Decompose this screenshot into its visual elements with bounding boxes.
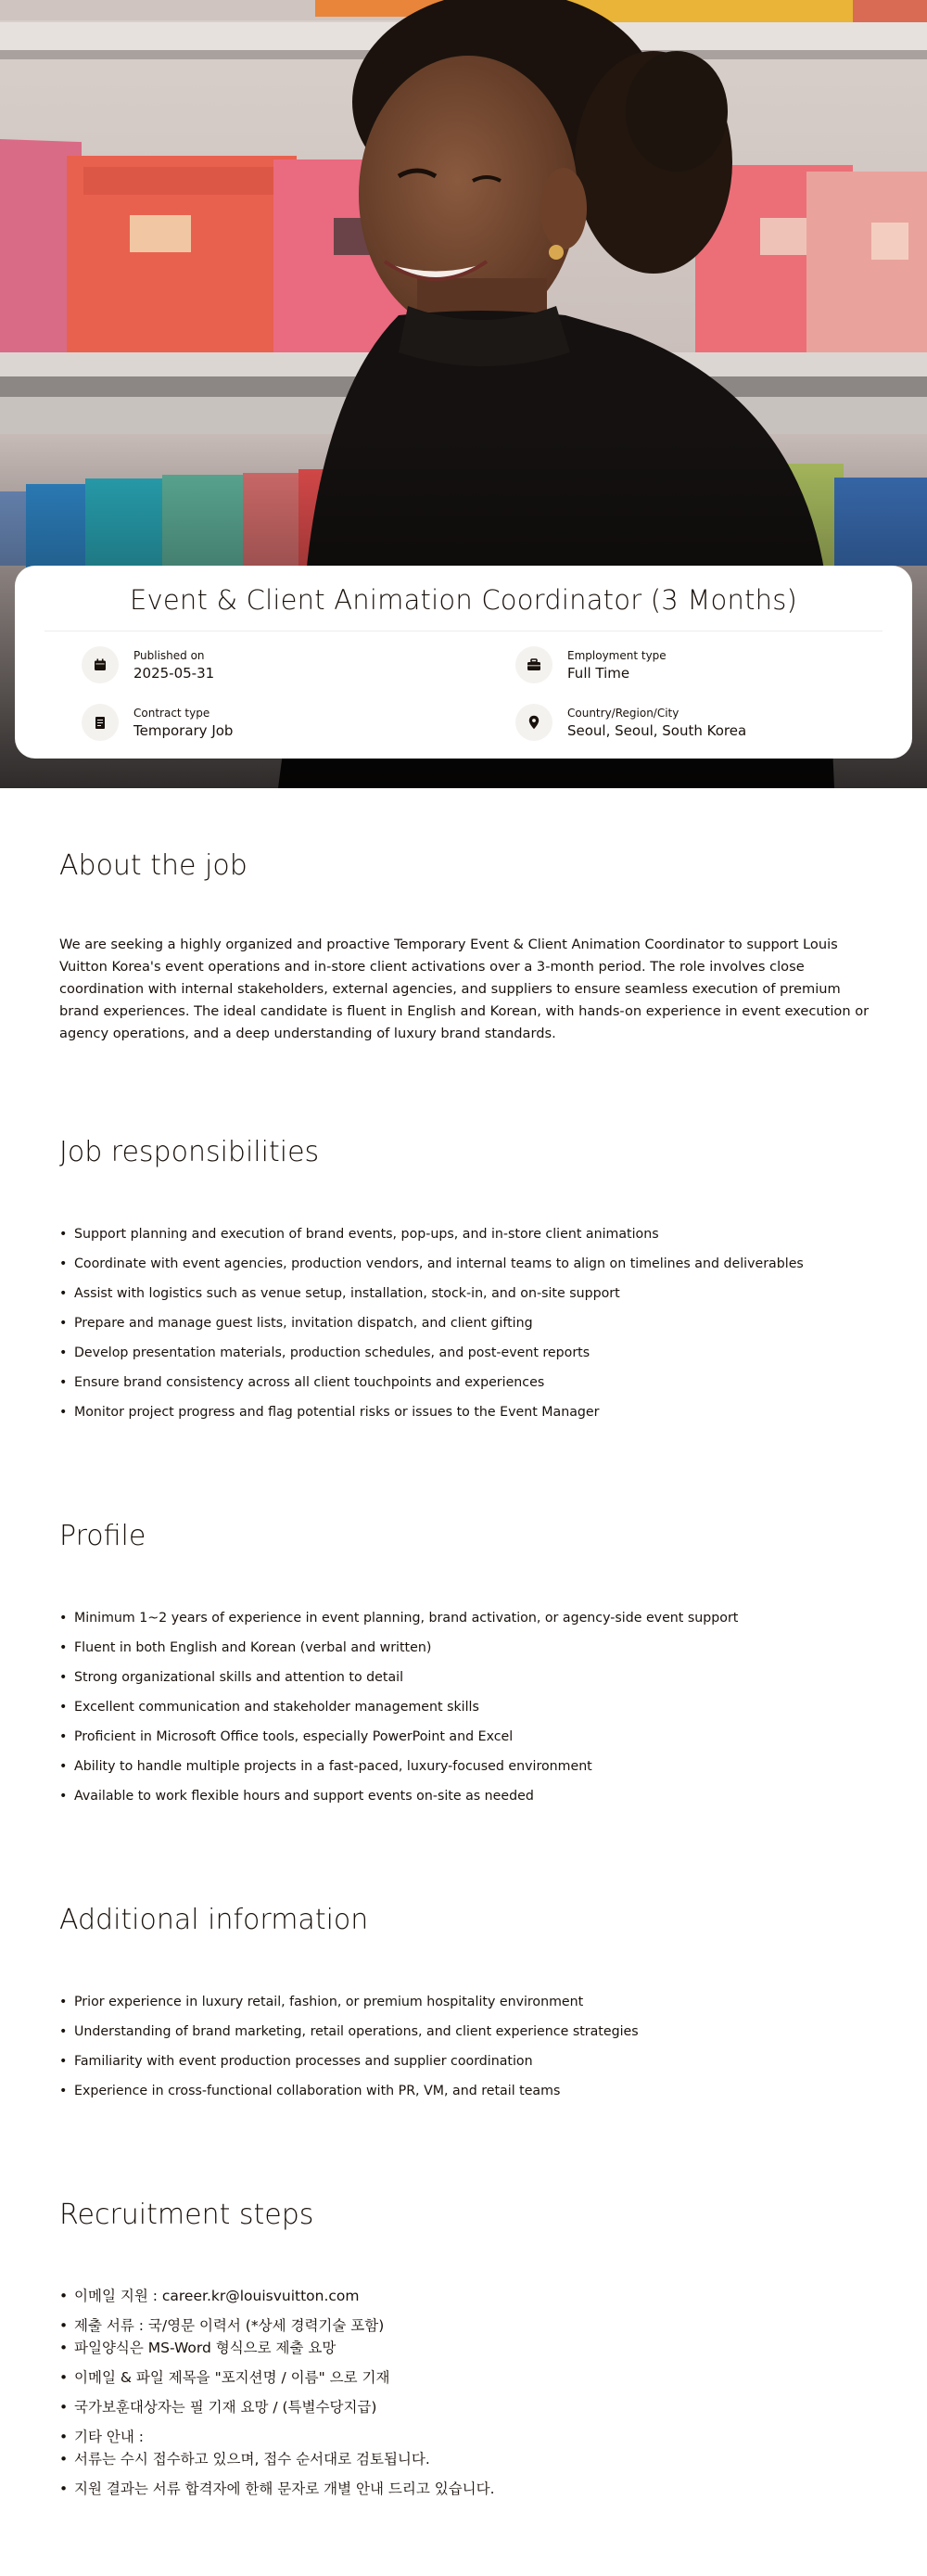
about-description: We are seeking a highly organized and proactive Temporary Event & Client Animation Coordinator to support Louis Vuitton Korea's event operations and in-store client activations over a 3-month period. The role involves close coordination with internal stakeholders, external agencies, and suppliers to ensure seamless execution of premium brand experiences. The ideal candidate is fluent in English and Korean, with hands-on experience in event execution or agency operations, and a deep understanding of luxury brand standards. [59, 937, 870, 1041]
section-title: Profile [59, 1520, 146, 1552]
list-item: • Fluent in both English and Korean (verbal and written) [59, 1640, 432, 1655]
list-item: • Coordinate with event agencies, production vendors, and internal teams to align on timelines and deliverables [59, 1256, 804, 1271]
job-title: Event & Client Animation Coordinator (3 Months) [44, 582, 883, 631]
list-item: • Minimum 1~2 years of experience in event planning, brand activation, or agency-side event support [59, 1611, 739, 1626]
list-item: • 제출 서류 : 국/영문 이력서 (*상세 경력기술 포함) [59, 2317, 385, 2334]
profile-list [59, 1609, 868, 1805]
meta-label: Employment type [567, 648, 667, 662]
list-item: • Proficient in Microsoft Office tools, especially PowerPoint and Excel [59, 1729, 514, 1744]
list-item: • Support planning and execution of brand events, pop-ups, and in-store client animations [59, 1227, 659, 1242]
document-icon [82, 704, 119, 741]
additional-information-section [59, 1817, 868, 2100]
hero-banner [0, 0, 927, 788]
list-item: • 파일양식은 MS-Word 형식으로 제출 요망 [59, 2340, 337, 2356]
list-item: • 이메일 & 파일 제목을 "포지션명 / 이름" 으로 기재 [59, 2369, 390, 2386]
meta-value: 2025-05-31 [133, 664, 215, 682]
list-item: • Experience in cross-functional collaboration with PR, VM, and retail teams [59, 2084, 561, 2098]
meta-value: Seoul, Seoul, South Korea [567, 721, 747, 739]
meta-published-on [82, 646, 488, 683]
meta-value: Temporary Job [133, 721, 234, 739]
recruitment-steps-section [59, 2111, 868, 2499]
list-item: • Monitor project progress and flag potential risks or issues to the Event Manager [59, 1405, 600, 1420]
list-item: • Assist with logistics such as venue setup, installation, stock-in, and on-site support [59, 1286, 620, 1301]
meta-label: Country/Region/City [567, 706, 679, 720]
job-summary-card [15, 566, 912, 759]
meta-employment-type [515, 646, 921, 683]
calendar-icon [82, 646, 119, 683]
section-title: About the job [59, 849, 248, 882]
responsibilities-list [59, 1225, 868, 1422]
location-pin-icon [515, 704, 552, 741]
list-item: • 국가보훈대상자는 필 기재 요망 / (특별수당지급) [59, 2399, 377, 2416]
meta-label: Published on [133, 648, 205, 662]
meta-contract-type [82, 704, 488, 741]
list-item: • Develop presentation materials, production schedules, and post-event reports [59, 1345, 590, 1360]
list-item: • 이메일 지원 : career.kr@louisvuitton.com [59, 2288, 360, 2304]
meta-label: Contract type [133, 706, 210, 720]
list-item: • Strong organizational skills and attention to detail [59, 1670, 404, 1685]
list-item: • Understanding of brand marketing, retail operations, and client experience strategies [59, 2024, 639, 2039]
list-item: • Prior experience in luxury retail, fashion, or premium hospitality environment [59, 1995, 584, 2009]
meta-location [515, 704, 921, 741]
list-item: • Prepare and manage guest lists, invitation dispatch, and client gifting [59, 1316, 533, 1331]
briefcase-icon [515, 646, 552, 683]
list-item: • 서류는 수시 접수하고 있으며, 접수 순서대로 검토됩니다. [59, 2451, 430, 2468]
about-section [59, 788, 868, 1045]
list-item: • Familiarity with event production processes and supplier coordination [59, 2054, 533, 2069]
list-item: • Ability to handle multiple projects in a fast-paced, luxury-focused environment [59, 1759, 592, 1774]
list-item: • 지원 결과는 서류 합격자에 한해 문자로 개별 안내 드리고 있습니다. [59, 2480, 495, 2497]
section-title: Job responsibilities [59, 1136, 320, 1168]
section-title: Recruitment steps [59, 2199, 314, 2231]
list-item: • 기타 안내 : [59, 2429, 144, 2445]
list-item: • Excellent communication and stakeholder management skills [59, 1700, 479, 1715]
list-item: • Ensure brand consistency across all client touchpoints and experiences [59, 1375, 545, 1390]
profile-section [59, 1433, 868, 1805]
job-details [0, 788, 927, 2499]
responsibilities-section [59, 1045, 868, 1422]
job-meta-grid [44, 631, 883, 741]
list-item: • Available to work flexible hours and support events on-site as needed [59, 1789, 534, 1804]
section-title: Additional information [59, 1904, 369, 1936]
recruitment-steps-list [59, 2286, 868, 2499]
meta-value: Full Time [567, 664, 630, 682]
additional-information-list [59, 1993, 868, 2100]
